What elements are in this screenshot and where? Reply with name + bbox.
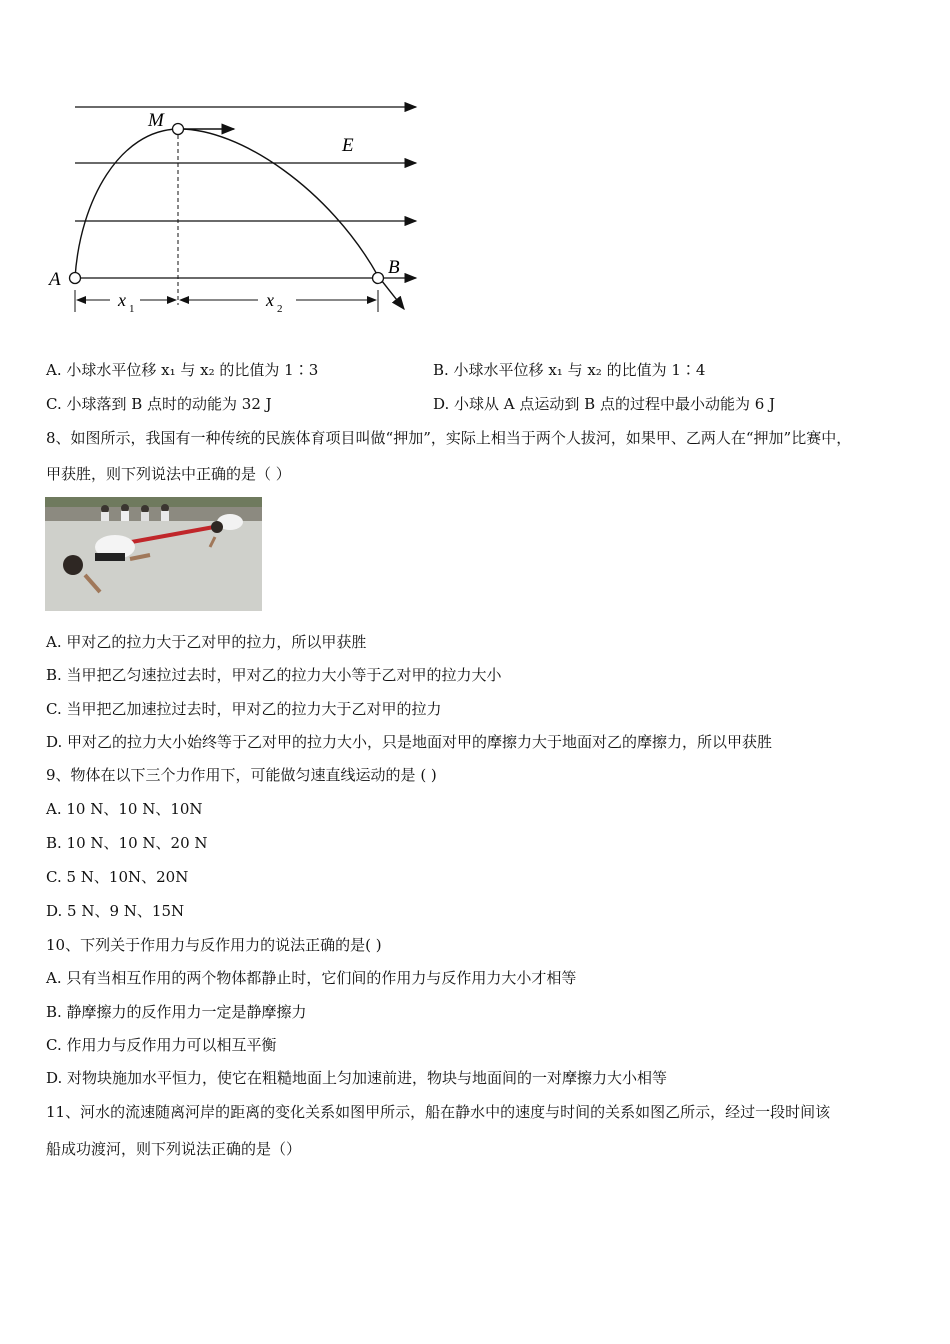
q11-stem-line-1: 11、河水的流速随离河岸的距离的变化关系如图甲所示，船在静水中的速度与时间的关系如图乙所示，经过一段时间该 — [46, 1103, 831, 1121]
q9-option-b: B. 10 N、10 N、20 N — [46, 834, 208, 852]
q7-option-b: B. 小球水平位移 x₁ 与 x₂ 的比值为 1∶4 — [433, 361, 706, 379]
q8-stem-line-2: 甲获胜，则下列说法中正确的是（ ） — [46, 465, 291, 483]
projectile-diagram — [40, 90, 430, 320]
q8-option-a: A. 甲对乙的拉力大于乙对甲的拉力，所以甲获胜 — [46, 633, 367, 651]
trajectory-curve — [75, 129, 378, 278]
q8-option-b: B. 当甲把乙匀速拉过去时，甲对乙的拉力大小等于乙对甲的拉力大小 — [46, 666, 502, 684]
q8-option-c: C. 当甲把乙加速拉过去时，甲对乙的拉力大于乙对甲的拉力 — [46, 700, 442, 718]
q8-stem-line-1: 8、如图所示，我国有一种传统的民族体育项目叫做“押加”，实际上相当于两个人拔河，如果甲、乙两人在“押加”比赛中， — [46, 429, 852, 447]
q9-option-d: D. 5 N、9 N、15N — [46, 902, 185, 920]
q10-option-c: C. 作用力与反作用力可以相互平衡 — [46, 1036, 277, 1054]
label-A: A — [49, 269, 61, 290]
q10-option-a: A. 只有当相互作用的两个物体都静止时，它们间的作用力与反作用力大小才相等 — [46, 969, 577, 987]
q7-option-a: A. 小球水平位移 x₁ 与 x₂ 的比值为 1∶3 — [46, 361, 319, 379]
label-x1: x — [118, 290, 126, 310]
label-M: M — [148, 110, 164, 131]
q7-option-d: D. 小球从 A 点运动到 B 点的过程中最小动能为 6 J — [433, 395, 776, 413]
label-x2-sub: 2 — [277, 303, 283, 315]
q10-stem: 10、下列关于作用力与反作用力的说法正确的是( ) — [46, 936, 382, 954]
point-M — [173, 124, 184, 135]
label-x1-sub: 1 — [129, 303, 135, 315]
q10-option-b: B. 静摩擦力的反作用力一定是静摩擦力 — [46, 1003, 307, 1021]
q9-option-c: C. 5 N、10N、20N — [46, 868, 189, 886]
q9-option-a: A. 10 N、10 N、10N — [46, 800, 203, 818]
yajia-photo — [45, 497, 262, 611]
point-B — [373, 273, 384, 284]
label-x2: x — [266, 290, 274, 310]
q11-stem-line-2: 船成功渡河，则下列说法正确的是（） — [46, 1140, 302, 1158]
label-B: B — [388, 257, 400, 278]
q8-option-d: D. 甲对乙的拉力大小始终等于乙对甲的拉力大小，只是地面对甲的摩擦力大于地面对乙的摩擦力，所以甲获胜 — [46, 733, 773, 751]
q9-stem: 9、物体在以下三个力作用下，可能做匀速直线运动的是 ( ) — [46, 766, 437, 784]
point-A — [70, 273, 81, 284]
label-E: E — [342, 135, 354, 156]
q7-option-c: C. 小球落到 B 点时的动能为 32 J — [46, 395, 272, 413]
q10-option-d: D. 对物块施加水平恒力，使它在粗糙地面上匀加速前进，物块与地面间的一对摩擦力大小相等 — [46, 1069, 668, 1087]
